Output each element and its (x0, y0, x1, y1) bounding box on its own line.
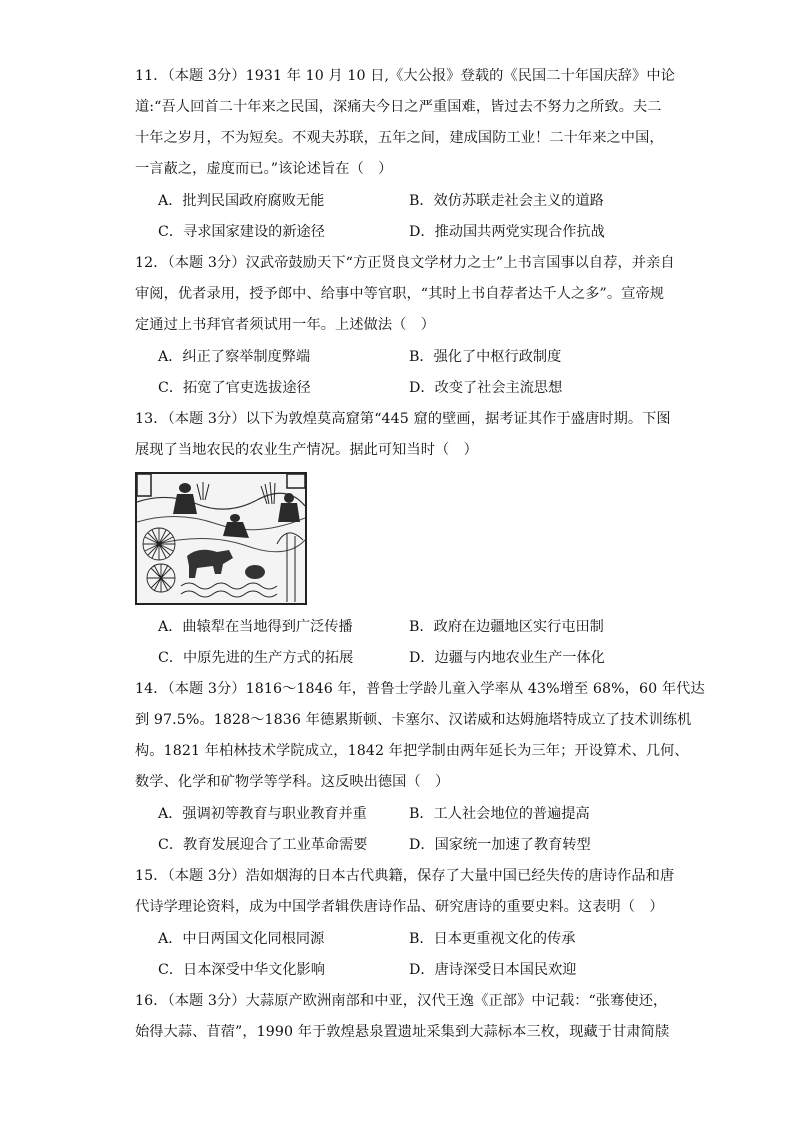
option-c[interactable]: C．拓宽了官吏选拔途径 (158, 380, 311, 396)
question-13-line-2: 展现了当地农民的农业生产情况。据此可知当时（ ） (135, 442, 478, 458)
option-a[interactable]: A．纠正了察举制度弊端 (158, 349, 311, 365)
question-13 (135, 404, 671, 466)
option-a[interactable]: A．强调初等教育与职业教育并重 (158, 806, 367, 822)
question-14-options (158, 799, 678, 861)
question-12-options (158, 342, 678, 404)
option-d[interactable]: D．推动国共两党实现合作抗战 (409, 224, 605, 240)
question-12-line-3: 定通过上书拜官者须试用一年。上述做法（ ） (135, 317, 436, 333)
question-16-line-1: 16．（本题 3分）大蒜原产欧洲南部和中亚，汉代王逸《正部》中记载：“张骞使还， (135, 993, 668, 1009)
question-14-line-3: 构。1821 年柏林技术学院成立，1842 年把学制由两年延长为三年；开设算术、几何、 (135, 743, 689, 759)
question-11-line-4: 一言蔽之，虚度而已。”该论述旨在（ ） (135, 161, 393, 177)
question-15-line-1: 15．（本题 3分）浩如烟海的日本古代典籍，保存了大量中国已经失传的唐诗作品和唐 (135, 868, 675, 884)
question-16 (135, 986, 670, 1048)
question-16-line-2: 始得大蒜、苜蓿”，1990 年于敦煌悬泉置遗址采集到大蒜标本三枚，现藏于甘肃简牍 (135, 1024, 670, 1040)
question-15-options (158, 924, 678, 986)
option-d[interactable]: D．国家统一加速了教育转型 (409, 837, 591, 853)
question-12-line-2: 审阅，优者录用，授予郎中、给事中等官职，“其时上书自荐者达千人之多”。宣帝规 (135, 286, 665, 302)
question-15 (135, 861, 675, 923)
question-11-line-3: 十年之岁月，不为短矣。不观夫苏联，五年之间，建成国防工业！二十年来之中国， (135, 130, 664, 146)
question-12-line-1: 12．（本题 3分）汉武帝鼓励天下“方正贤良文学材力之士”上书言国事以自荐，并亲自 (135, 255, 675, 271)
question-14 (135, 674, 705, 798)
question-11-line-2: 道:“吾人回首二十年来之民国，深痛夫今日之严重国难，皆过去不努力之所致。夫二 (135, 99, 662, 115)
option-b[interactable]: B．强化了中枢行政制度 (409, 349, 562, 365)
option-c[interactable]: C．寻求国家建设的新途径 (158, 224, 325, 240)
option-c[interactable]: C．中原先进的生产方式的拓展 (158, 650, 354, 666)
option-a[interactable]: A．批判民国政府腐败无能 (158, 193, 325, 209)
option-a[interactable]: A．中日两国文化同根同源 (158, 931, 325, 947)
option-d[interactable]: D．改变了社会主流思想 (409, 380, 563, 396)
option-d[interactable]: D．边疆与内地农业生产一体化 (409, 650, 605, 666)
option-a[interactable]: A．曲辕犁在当地得到广泛传播 (158, 619, 353, 635)
farming-mural-illustration (137, 474, 305, 603)
mural-image (135, 472, 307, 605)
question-13-line-1: 13．（本题 3分）以下为敦煌莫高窟第“445 窟的壁画，据考证其作于盛唐时期。下图 (135, 411, 671, 427)
question-15-line-2: 代诗学理论资料，成为中国学者辑佚唐诗作品、研究唐诗的重要史料。这表明（ ） (135, 899, 664, 915)
option-d[interactable]: D．唐诗深受日本国民欢迎 (409, 962, 577, 978)
option-b[interactable]: B．政府在边疆地区实行屯田制 (409, 619, 604, 635)
question-14-line-4: 数学、化学和矿物学等学科。这反映出德国（ ） (135, 774, 450, 790)
question-13-options (158, 612, 678, 674)
question-14-line-1: 14．（本题 3分）1816～1846 年，普鲁士学龄儿童入学率从 43%增至 68%，60 年代达 (135, 681, 705, 697)
question-11-line-1: 11．（本题 3分）1931 年 10 月 10 日,《大公报》登载的《民国二十年国庆辞》中论 (135, 68, 675, 84)
question-11 (135, 61, 675, 185)
option-b[interactable]: B．效仿苏联走社会主义的道路 (409, 193, 604, 209)
option-b[interactable]: B．工人社会地位的普遍提高 (409, 806, 590, 822)
question-12 (135, 248, 675, 341)
question-11-options (158, 186, 678, 248)
option-c[interactable]: C．日本深受中华文化影响 (158, 962, 325, 978)
option-c[interactable]: C．教育发展迎合了工业革命需要 (158, 837, 368, 853)
question-14-line-2: 到 97.5%。1828～1836 年德累斯顿、卡塞尔、汉诺威和达姆施塔特成立了技术训练机 (135, 712, 692, 728)
option-b[interactable]: B．日本更重视文化的传承 (409, 931, 576, 947)
